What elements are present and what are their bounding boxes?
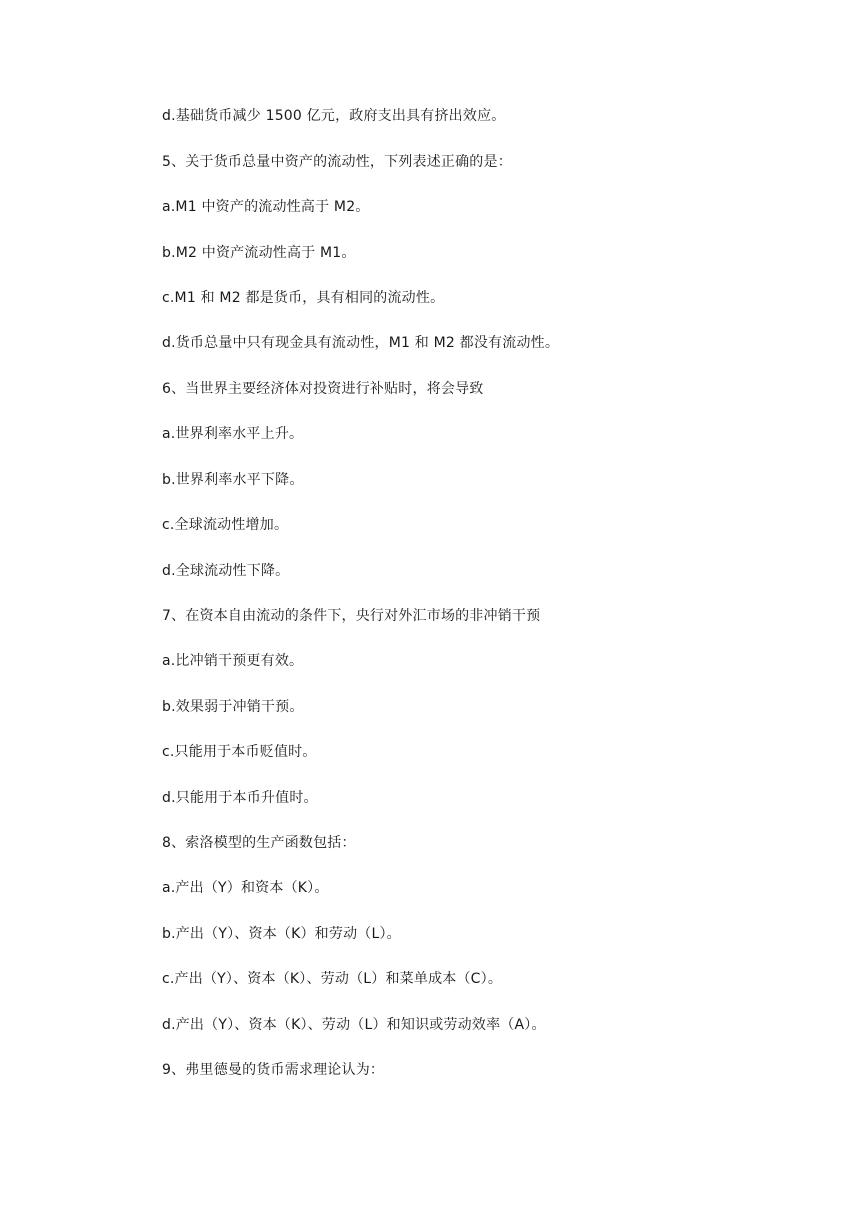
- option-d-q5: d.货币总量中只有现金具有流动性，M1 和 M2 都没有流动性。: [162, 335, 560, 351]
- question-9: 9、弗里德曼的货币需求理论认为：: [162, 1062, 385, 1078]
- question-5: 5、关于货币总量中资产的流动性，下列表述正确的是：: [162, 154, 512, 170]
- option-c-q6: c.全球流动性增加。: [162, 517, 289, 533]
- option-b-q7: b.效果弱于冲销干预。: [162, 699, 304, 715]
- option-c-q5: c.M1 和 M2 都是货币，具有相同的流动性。: [162, 290, 445, 306]
- option-d-q8: d.产出（Y）、资本（K）、劳动（L）和知识或劳动效率（A）。: [162, 1017, 546, 1033]
- option-a-q7: a.比冲销干预更有效。: [162, 653, 304, 669]
- question-7: 7、在资本自由流动的条件下，央行对外汇市场的非冲销干预: [162, 608, 541, 624]
- option-d-q4: d.基础货币减少 1500 亿元，政府支出具有挤出效应。: [162, 108, 506, 124]
- option-c-q7: c.只能用于本币贬值时。: [162, 744, 317, 760]
- option-b-q6: b.世界利率水平下降。: [162, 472, 304, 488]
- option-a-q6: a.世界利率水平上升。: [162, 426, 304, 442]
- option-d-q7: d.只能用于本币升值时。: [162, 790, 318, 806]
- option-a-q5: a.M1 中资产的流动性高于 M2。: [162, 199, 370, 215]
- option-d-q6: d.全球流动性下降。: [162, 563, 290, 579]
- option-b-q5: b.M2 中资产流动性高于 M1。: [162, 245, 356, 261]
- option-a-q8: a.产出（Y）和资本（K）。: [162, 880, 329, 896]
- option-b-q8: b.产出（Y）、资本（K）和劳动（L）。: [162, 926, 401, 942]
- question-8: 8、索洛模型的生产函数包括：: [162, 835, 356, 851]
- option-c-q8: c.产出（Y）、资本（K）、劳动（L）和菜单成本（C）。: [162, 971, 503, 987]
- question-6: 6、当世界主要经济体对投资进行补贴时，将会导致: [162, 381, 484, 397]
